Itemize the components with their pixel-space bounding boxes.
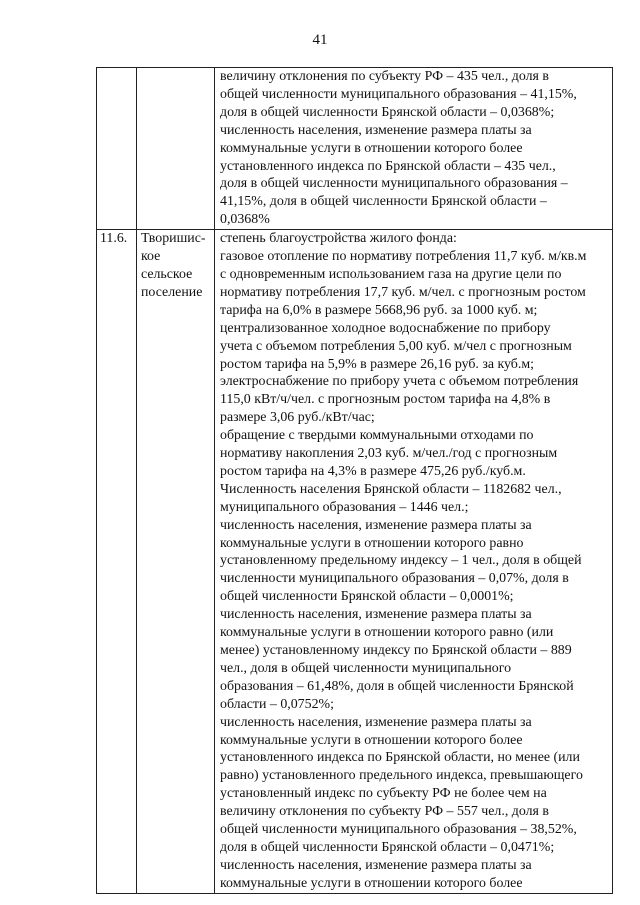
description-line: газовое отопление по нормативу потребления 11,7 куб. м/кв.м	[220, 249, 587, 265]
description-line: образования – 61,48%, доля в общей численности Брянской	[220, 678, 574, 694]
settlement-name-line: Творишис-	[141, 231, 206, 247]
description-line: муниципального образования – 1446 чел.;	[220, 499, 469, 515]
description-line: равно) установленного предельного индекса, превышающего	[220, 768, 583, 784]
description-cell	[215, 68, 613, 230]
settlement-name-cell	[137, 68, 215, 230]
description-line: тарифа на 6,0% в размере 5668,96 руб. за 1000 куб. м;	[220, 302, 538, 318]
description-cell	[215, 230, 613, 894]
description-line: менее) установленному индексу по Брянской области – 889	[220, 643, 572, 658]
description-line: 41,15%, доля в общей численности Брянской области –	[220, 194, 547, 210]
description-line: общей численности муниципального образования – 38,52%,	[220, 822, 577, 838]
description-line: численность населения, изменение размера платы за	[220, 122, 532, 138]
description-line: численности муниципального образования – 0,07%, доля в	[220, 571, 569, 587]
description-line: установленному предельному индексу – 1 чел., доля в общей	[220, 553, 582, 569]
table-row	[97, 230, 613, 894]
description-line: численность населения, изменение размера платы за	[220, 607, 532, 623]
description-line: численность населения, изменение размера платы за	[220, 517, 532, 533]
description-line: коммунальные услуги в отношении которого равно	[220, 535, 524, 551]
description-line: нормативу накопления 2,03 куб. м/чел./год с прогнозным	[220, 446, 558, 462]
settlement-name-cell	[137, 230, 215, 894]
description-line: численность населения, изменение размера платы за	[220, 857, 532, 873]
municipalities-table	[96, 67, 613, 894]
description-line: доля в общей численности Брянской области – 0,0471%;	[220, 839, 555, 855]
description-line: коммунальные услуги в отношении которого более	[220, 732, 523, 748]
description-line: чел., доля в общей численности муниципального	[220, 660, 512, 676]
description-line: общей численности Брянской области – 0,0001%;	[220, 589, 514, 605]
page-number: 41	[312, 32, 328, 48]
row-number-cell	[97, 68, 137, 230]
description-line: величину отклонения по субъекту РФ – 557 чел., доля в	[220, 804, 549, 820]
description-line: электроснабжение по прибору учета с объемом потребления	[220, 374, 579, 390]
table-row	[97, 68, 613, 230]
description-line: общей численности муниципального образования – 41,15%,	[220, 86, 577, 102]
description-line: обращение с твердыми коммунальными отходами по	[220, 428, 534, 444]
settlement-name-line: кое	[141, 249, 161, 265]
description-line: доля в общей численности муниципального образования –	[220, 176, 568, 192]
description-line: установленного индекса по Брянской области – 435 чел.,	[220, 158, 556, 174]
description-line: доля в общей численности Брянской области – 0,0368%;	[220, 104, 555, 120]
description-line: коммунальные услуги в отношении которого более	[220, 875, 523, 891]
description-line: установленный индекс по субъекту РФ не более чем на	[220, 786, 547, 802]
description-line: с одновременным использованием газа на другие цели по	[220, 266, 562, 282]
description-line: нормативу потребления 17,7 куб. м/чел. с прогнозным ростом	[220, 284, 586, 300]
row-number-cell	[97, 230, 137, 894]
description-line: коммунальные услуги в отношении которого равно (или	[220, 625, 554, 641]
description-line: ростом тарифа на 4,3% в размере 475,26 руб./куб.м.	[220, 463, 526, 479]
description-line: 0,0368%	[220, 212, 270, 228]
description-line: размере 3,06 руб./кВт/час;	[220, 410, 375, 426]
description-line: численность населения, изменение размера платы за	[220, 714, 532, 730]
description-line: установленного индекса по Брянской области, но менее (или	[220, 750, 580, 766]
description-line: Численность населения Брянской области – 1182682 чел.,	[220, 481, 562, 497]
description-line: централизованное холодное водоснабжение по прибору	[220, 320, 551, 336]
settlement-name-line: поселение	[141, 284, 203, 300]
description-line: величину отклонения по субъекту РФ – 435 чел., доля в	[220, 69, 549, 84]
settlement-name-line: сельское	[141, 266, 193, 282]
description-line: ростом тарифа на 5,9% в размере 26,16 руб. за куб.м;	[220, 356, 534, 372]
description-line: учета с объемом потребления 5,00 куб. м/чел с прогнозным	[220, 338, 572, 354]
description-line: коммунальные услуги в отношении которого более	[220, 140, 523, 156]
description-line: 115,0 кВт/ч/чел. с прогнозным ростом тарифа на 4,8% в	[220, 392, 551, 408]
description-line: области – 0,0752%;	[220, 696, 334, 712]
row-number: 11.6.	[100, 231, 128, 247]
description-line: степень благоустройства жилого фонда:	[220, 231, 457, 247]
